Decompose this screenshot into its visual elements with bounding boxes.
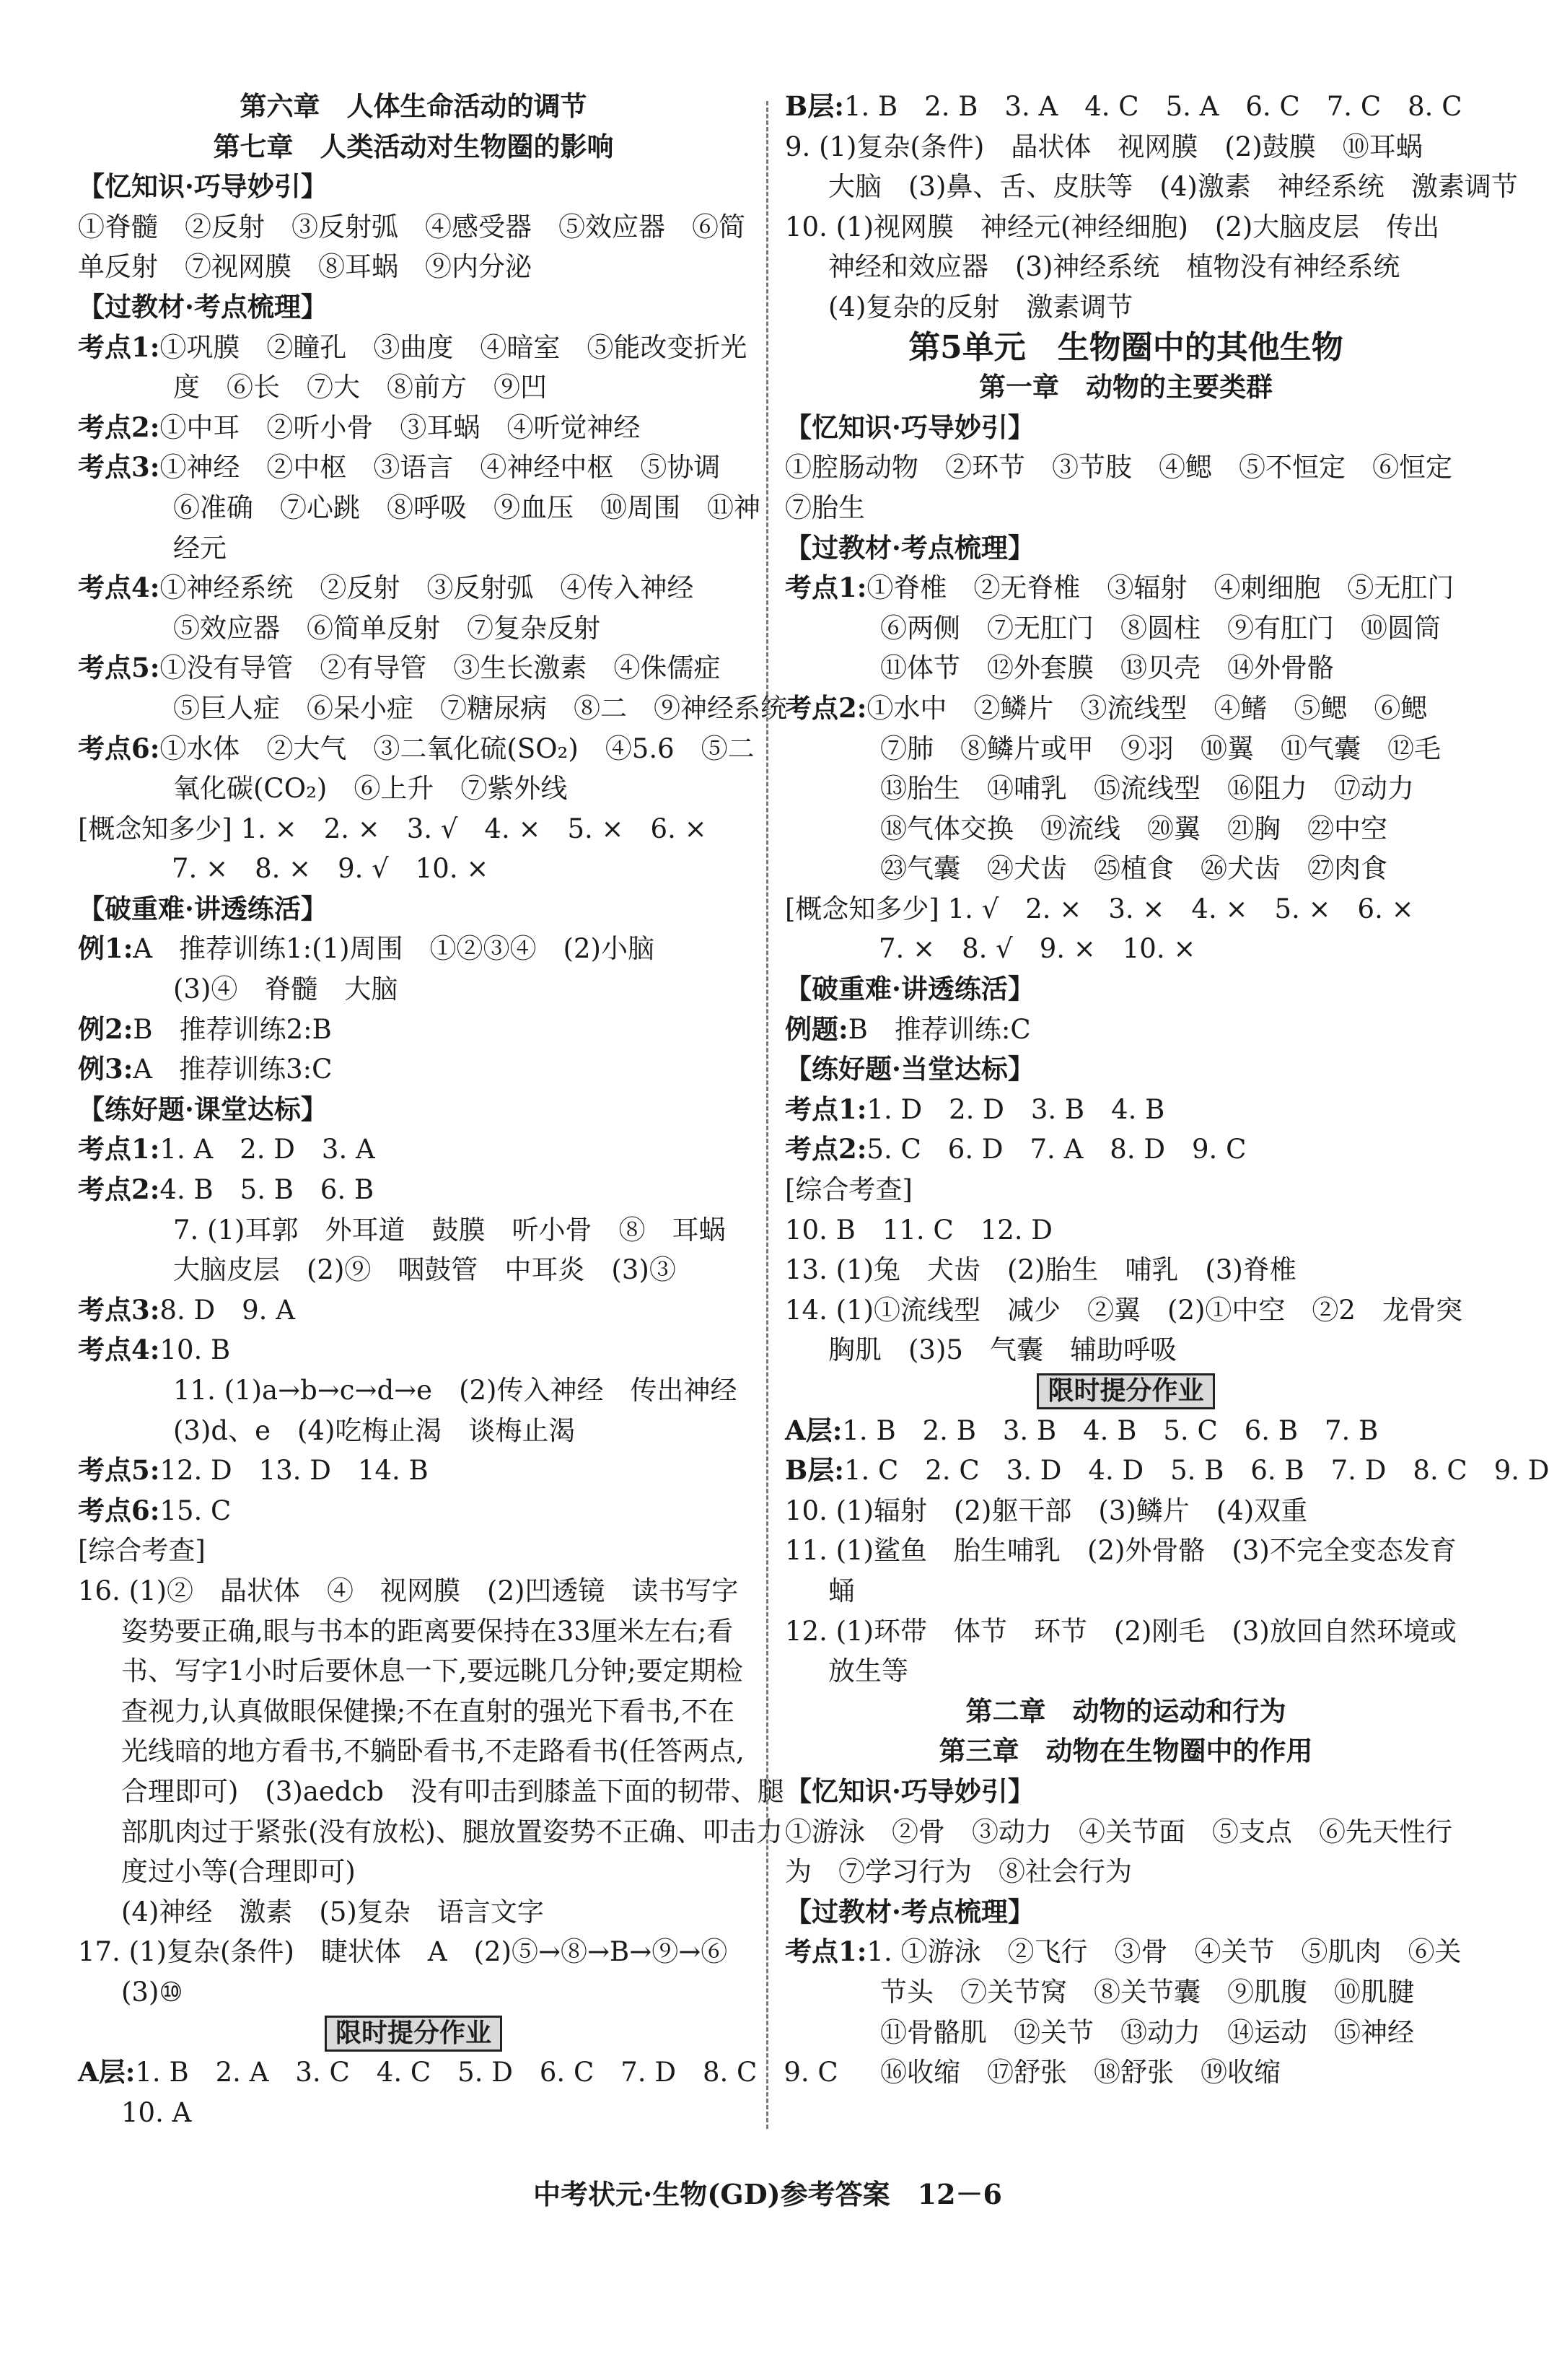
answer-line (785, 167, 1518, 207)
homework-badge: 限时提分作业 (325, 2016, 502, 2052)
answer-line (785, 769, 1467, 809)
section-heading (78, 167, 749, 207)
answer-line (785, 1571, 1467, 1611)
item-label: 考点1: (78, 1133, 160, 1165)
homework-heading (78, 2013, 749, 2053)
answer-line (78, 1611, 749, 1652)
line-text: 7. (1)耳郭 外耳道 鼓膜 听小骨 ⑧ 耳蜗 (173, 1214, 726, 1246)
line-text: 放生等 (828, 1655, 908, 1687)
line-text: [综合考查] (78, 1535, 206, 1567)
line-text: 15. C (159, 1495, 232, 1526)
section-heading (785, 528, 1467, 569)
answer-line (785, 1290, 1467, 1331)
line-text: 14. (1)①流线型 减少 ②翼 (2)①中空 ②2 龙骨突 (785, 1294, 1462, 1326)
line-text: 11. (1)a→b→c→d→e (2)传入神经 传出神经 (173, 1375, 737, 1406)
line-text: 姿势要正确,眼与书本的距离要保持在33厘米左右;看 (121, 1615, 734, 1647)
answer-line (78, 929, 749, 969)
line-text: ⑦胎生 (785, 491, 865, 523)
line-text: ⑱气体交换 ⑲流线 ⑳翼 ㉑胸 ㉒中空 (880, 813, 1387, 844)
item-label: A层: (78, 2056, 136, 2088)
section-heading (785, 1772, 1467, 1812)
answer-line (785, 1611, 1467, 1652)
answer-line (785, 447, 1467, 488)
item-label: 考点3: (78, 1293, 160, 1326)
line-text: [综合考查] (785, 1174, 913, 1206)
line-text: 大脑 (3)鼻、舌、皮肤等 (4)激素 神经系统 激素调节 (828, 171, 1518, 203)
section-heading (785, 1892, 1467, 1933)
answer-line (785, 1411, 1467, 1451)
line-text: 蛹 (828, 1575, 855, 1606)
answer-line (785, 889, 1467, 929)
line-text: ㉓气囊 ㉔犬齿 ㉕植食 ㉖犬齿 ㉗肉食 (880, 853, 1387, 885)
chapter-title (785, 367, 1467, 408)
line-text: 度过小等(合理即可) (121, 1856, 356, 1888)
column-divider (766, 101, 768, 2129)
line-text: 【忆知识·巧导妙引】 (78, 170, 328, 203)
line-text: 1. B 2. A 3. C 4. C 5. D 6. C 7. D 8. C 9. C (135, 2057, 838, 2088)
line-text: 第三章 动物在生物圈中的作用 (939, 1735, 1313, 1767)
item-label: 考点1: (785, 572, 867, 604)
line-text: (3)⑩ (121, 1976, 183, 2008)
line-text: 10. B (159, 1334, 231, 1366)
line-text: 10. (1)辐射 (2)躯干部 (3)鳞片 (4)双重 (785, 1495, 1308, 1526)
line-text: 1. D 2. D 3. B 4. B (866, 1093, 1165, 1125)
answer-line (78, 1531, 749, 1571)
answer-line (785, 1531, 1467, 1571)
line-text: 【练好题·课堂达标】 (78, 1093, 328, 1125)
answer-line (78, 568, 749, 608)
line-text: ⑥准确 ⑦心跳 ⑧呼吸 ⑨血压 ⑩周围 ⑪神 (173, 491, 760, 523)
answer-line (785, 568, 1467, 608)
answer-line (785, 247, 1467, 287)
chapter-title (78, 87, 749, 127)
line-text: ⑬胎生 ⑭哺乳 ⑮流线型 ⑯阻力 ⑰动力 (880, 773, 1414, 805)
line-text: 【破重难·讲透练活】 (78, 892, 328, 924)
line-text: (3)④ 脊髓 大脑 (173, 974, 398, 1005)
line-text: 第六章 人体生命活动的调节 (240, 90, 587, 122)
line-text: ⑤巨人症 ⑥呆小症 ⑦糖尿病 ⑧二 ⑨神经系统 (173, 692, 787, 724)
line-text: 9. (1)复杂(条件) 晶状体 视网膜 (2)鼓膜 ⑩耳蜗 (785, 131, 1423, 162)
line-text: ⑪骨骼肌 ⑫关节 ⑬动力 ⑭运动 ⑮神经 (880, 2016, 1414, 2048)
line-text: 第一章 动物的主要类群 (979, 371, 1273, 403)
line-text: ⑥两侧 ⑦无肛门 ⑧圆柱 ⑨有肛门 ⑩圆筒 (880, 612, 1441, 644)
answer-line (785, 729, 1467, 769)
chapter-title (785, 328, 1467, 368)
line-text: 度 ⑥长 ⑦大 ⑧前方 ⑨凹 (173, 372, 547, 403)
line-text: ①水体 ②大气 ③二氧化硫(SO₂) ④5.6 ⑤二 (159, 732, 755, 764)
line-text: 【练好题·当堂达标】 (785, 1053, 1035, 1085)
answer-line (785, 1129, 1467, 1170)
answer-line (78, 608, 749, 649)
answer-line (78, 367, 749, 408)
answer-line (785, 849, 1467, 889)
item-label: 考点1: (78, 331, 160, 363)
line-text: 1. C 2. C 3. D 4. D 5. B 6. B 7. D 8. C 9. D (843, 1455, 1549, 1487)
answer-line (785, 2013, 1467, 2053)
line-text: ⑤效应器 ⑥简单反射 ⑦复杂反射 (173, 612, 600, 644)
line-text: 16. (1)② 晶状体 ④ 视网膜 (2)凹透镜 读书写字 (78, 1575, 739, 1606)
answer-line (78, 769, 749, 809)
line-text: 【过教材·考点梳理】 (785, 1895, 1035, 1928)
line-text: ①巩膜 ②瞳孔 ③曲度 ④暗室 ⑤能改变折光 (159, 331, 747, 363)
item-label: 考点4: (78, 572, 160, 604)
answer-line (78, 408, 749, 448)
answer-line (785, 1210, 1467, 1251)
answer-line (78, 2093, 749, 2133)
answer-line (78, 1411, 749, 1451)
answer-line (78, 447, 749, 488)
section-heading (785, 1049, 1467, 1090)
answer-line (78, 1170, 749, 1210)
line-text: 部肌肉过于紧张(没有放松)、腿放置姿势不正确、叩击力 (121, 1816, 783, 1847)
answer-line (78, 1852, 749, 1892)
line-text: 【忆知识·巧导妙引】 (785, 411, 1035, 443)
line-text: 第5单元 生物圈中的其他生物 (908, 328, 1343, 366)
answer-line (78, 207, 749, 248)
line-text: 7. × 8. √ 9. × 10. × (879, 933, 1196, 965)
answer-line (78, 1892, 749, 1933)
line-text: A 推荐训练3:C (133, 1054, 333, 1085)
line-text: ①水中 ②鳞片 ③流线型 ④鳍 ⑤鳃 ⑥鳃 (866, 692, 1428, 724)
item-label: A层: (785, 1414, 843, 1446)
line-text: ①游泳 ②骨 ③动力 ④关节面 ⑤支点 ⑥先天性行 (785, 1816, 1452, 1847)
line-text: 1. B 2. B 3. B 4. B 5. C 6. B 7. B (842, 1414, 1379, 1446)
item-label: 考点6: (78, 732, 160, 764)
line-text: ⑪体节 ⑫外套膜 ⑬贝壳 ⑭外骨骼 (880, 652, 1334, 684)
answer-line (785, 1010, 1467, 1050)
answer-line (78, 688, 787, 729)
line-text: ①神经 ②中枢 ③语言 ④神经中枢 ⑤协调 (159, 452, 721, 484)
line-text: ⑯收缩 ⑰舒张 ⑱舒张 ⑲收缩 (880, 2057, 1281, 2088)
answer-line (78, 1010, 749, 1050)
right-column (785, 87, 1549, 2093)
answer-line (78, 2052, 838, 2093)
line-text: 查视力,认真做眼保健操;不在直射的强光下看书,不在 (121, 1695, 734, 1727)
item-label: 例题: (785, 1012, 848, 1045)
line-text: ①中耳 ②听小骨 ③耳蜗 ④听觉神经 (159, 411, 641, 443)
chapter-title (78, 127, 749, 167)
answer-line (785, 1491, 1467, 1531)
answer-line (78, 1772, 784, 1812)
answer-line (785, 648, 1467, 688)
item-label: 考点2: (78, 1173, 160, 1206)
answer-line (78, 648, 749, 688)
item-label: 例1: (78, 932, 133, 965)
line-text: (4)神经 激素 (5)复杂 语言文字 (121, 1896, 544, 1928)
answer-line (78, 1932, 749, 1972)
answer-line (785, 87, 1467, 127)
answer-line (78, 1129, 749, 1170)
item-label: 考点2: (785, 1133, 867, 1165)
answer-line (785, 207, 1467, 248)
answer-line (78, 1731, 749, 1772)
line-text: 胸肌 (3)5 气囊 辅助呼吸 (828, 1334, 1177, 1366)
answer-line (785, 1451, 1549, 1491)
line-text: 第二章 动物的运动和行为 (965, 1694, 1286, 1727)
line-text: [概念知多少] 1. × 2. × 3. √ 4. × 5. × 6. × (78, 813, 707, 844)
line-text: 【过教材·考点梳理】 (785, 531, 1035, 564)
answer-line (78, 1210, 749, 1251)
answer-line (78, 729, 755, 769)
line-text: 4. B 5. B 6. B (159, 1174, 374, 1206)
section-heading (78, 287, 749, 328)
line-text: 书、写字1小时后要休息一下,要远眺几分钟;要定期检 (121, 1655, 743, 1687)
answer-line (785, 1330, 1467, 1370)
answer-line (78, 1370, 749, 1411)
section-heading (78, 1090, 749, 1130)
answer-line (78, 969, 749, 1010)
item-label: 例2: (78, 1012, 133, 1045)
chapter-title (785, 1692, 1467, 1732)
line-text: 【破重难·讲透练活】 (785, 973, 1035, 1005)
item-label: 考点2: (785, 691, 867, 724)
line-text: 1. ①游泳 ②飞行 ③骨 ④关节 ⑤肌肉 ⑥关 (866, 1936, 1462, 1968)
item-label: 考点5: (78, 1454, 160, 1487)
line-text: A 推荐训练1:(1)周围 ①②③④ (2)小脑 (133, 933, 654, 965)
line-text: 【忆知识·巧导妙引】 (785, 1775, 1035, 1807)
line-text: 大脑皮层 (2)⑨ 咽鼓管 中耳炎 (3)③ (173, 1254, 676, 1286)
line-text: ①没有导管 ②有导管 ③生长激素 ④侏儒症 (159, 652, 721, 684)
answer-line (785, 608, 1467, 649)
line-text: 7. × 8. × 9. √ 10. × (172, 853, 489, 885)
line-text: ①腔肠动物 ②环节 ③节肢 ④鳃 ⑤不恒定 ⑥恒定 (785, 452, 1452, 484)
line-text: 单反射 ⑦视网膜 ⑧耳蜗 ⑨内分泌 (78, 251, 532, 283)
answer-line (785, 1972, 1467, 2013)
answer-line (78, 1290, 749, 1331)
item-label: 考点1: (785, 1935, 867, 1968)
line-text: 11. (1)鲨鱼 胎生哺乳 (2)外骨骼 (3)不完全变态发育 (785, 1535, 1457, 1567)
page-footer: 中考状元·生物(GD)参考答案 12－6 (533, 2178, 1002, 2210)
answer-line (78, 1250, 749, 1290)
answer-line (785, 1250, 1467, 1290)
line-text: 节头 ⑦关节窝 ⑧关节囊 ⑨肌腹 ⑩肌腱 (880, 1976, 1414, 2008)
line-text: B 推荐训练:C (848, 1013, 1031, 1045)
line-text: 12. D 13. D 14. B (159, 1455, 429, 1487)
line-text: 光线暗的地方看书,不躺卧看书,不走路看书(任答两点, (121, 1736, 745, 1767)
item-label: 例3: (78, 1053, 133, 1085)
answer-line (78, 1651, 749, 1692)
item-label: B层: (785, 1454, 844, 1487)
line-text: (3)d、e (4)吃梅止渴 谈梅止渴 (173, 1414, 576, 1446)
line-text: 1. B 2. B 3. A 4. C 5. A 6. C 7. C 8. C (843, 91, 1462, 122)
answer-line (785, 1090, 1467, 1130)
item-label: 考点5: (78, 652, 160, 684)
homework-heading (785, 1370, 1467, 1411)
line-text: ①神经系统 ②反射 ③反射弧 ④传入神经 (159, 572, 694, 604)
answer-line (785, 1852, 1467, 1892)
line-text: ⑦肺 ⑧鳞片或甲 ⑨羽 ⑩翼 ⑪气囊 ⑫毛 (880, 732, 1441, 764)
section-heading (785, 969, 1467, 1010)
item-label: 考点4: (78, 1334, 160, 1366)
line-text: [概念知多少] 1. √ 2. × 3. × 4. × 5. × 6. × (785, 893, 1414, 924)
chapter-title (785, 1731, 1467, 1772)
line-text: 17. (1)复杂(条件) 睫状体 A (2)⑤→⑧→B→⑨→⑥ (78, 1936, 728, 1968)
line-text: 10. A (121, 2096, 192, 2128)
answer-line (785, 127, 1467, 167)
answer-line (78, 1571, 749, 1611)
answer-line (785, 1812, 1467, 1852)
answer-line (78, 1330, 749, 1370)
answer-line (785, 2052, 1467, 2093)
line-text: 合理即可) (3)aedcb 没有叩击到膝盖下面的韧带、腿 (121, 1775, 784, 1807)
line-text: 8. D 9. A (159, 1294, 295, 1326)
answer-line (78, 528, 749, 569)
answer-line (78, 809, 749, 849)
answer-line (785, 488, 1467, 528)
answer-line (78, 1451, 749, 1491)
line-text: 氧化碳(CO₂) ⑥上升 ⑦紫外线 (173, 773, 568, 805)
answer-line (78, 849, 749, 889)
answer-line (785, 1651, 1467, 1692)
line-text: 经元 (173, 532, 227, 564)
line-text: 第七章 人类活动对生物圈的影响 (213, 130, 614, 162)
answer-line (785, 929, 1467, 969)
answer-line (78, 328, 749, 368)
answer-line (785, 688, 1467, 729)
item-label: 考点6: (78, 1494, 160, 1526)
section-heading (78, 889, 749, 929)
line-text: 为 ⑦学习行为 ⑧社会行为 (785, 1856, 1132, 1888)
line-text: ①脊椎 ②无脊椎 ③辐射 ④刺细胞 ⑤无肛门 (866, 572, 1454, 604)
section-heading (785, 408, 1467, 448)
item-label: 考点1: (785, 1093, 867, 1125)
line-text: 【过教材·考点梳理】 (78, 290, 328, 323)
answer-line (78, 1812, 783, 1852)
line-text: 10. B 11. C 12. D (785, 1214, 1053, 1246)
item-label: 考点3: (78, 451, 160, 484)
answer-line (78, 247, 749, 287)
line-text: 13. (1)兔 犬齿 (2)胎生 哺乳 (3)脊椎 (785, 1254, 1296, 1286)
line-text: 5. C 6. D 7. A 8. D 9. C (866, 1134, 1247, 1165)
answer-line (785, 1170, 1467, 1210)
line-text: (4)复杂的反射 激素调节 (828, 291, 1133, 323)
line-text: 神经和效应器 (3)神经系统 植物没有神经系统 (828, 251, 1400, 283)
line-text: 10. (1)视网膜 神经元(神经细胞) (2)大脑皮层 传出 (785, 211, 1440, 242)
line-text: B 推荐训练2:B (133, 1013, 332, 1045)
line-text: 1. A 2. D 3. A (159, 1134, 375, 1165)
answer-line (78, 1491, 749, 1531)
answer-line (78, 1972, 749, 2013)
answer-line (78, 1692, 749, 1732)
answer-line (78, 488, 760, 528)
homework-badge: 限时提分作业 (1037, 1373, 1214, 1409)
item-label: 考点2: (78, 411, 160, 443)
answer-line (785, 287, 1467, 328)
line-text: 12. (1)环带 体节 环节 (2)刚毛 (3)放回自然环境或 (785, 1615, 1457, 1647)
answer-line (785, 1932, 1467, 1972)
line-text: ①脊髓 ②反射 ③反射弧 ④感受器 ⑤效应器 ⑥简 (78, 211, 745, 242)
item-label: B层: (785, 90, 844, 122)
answer-line (78, 1049, 749, 1090)
answer-line (785, 809, 1467, 849)
